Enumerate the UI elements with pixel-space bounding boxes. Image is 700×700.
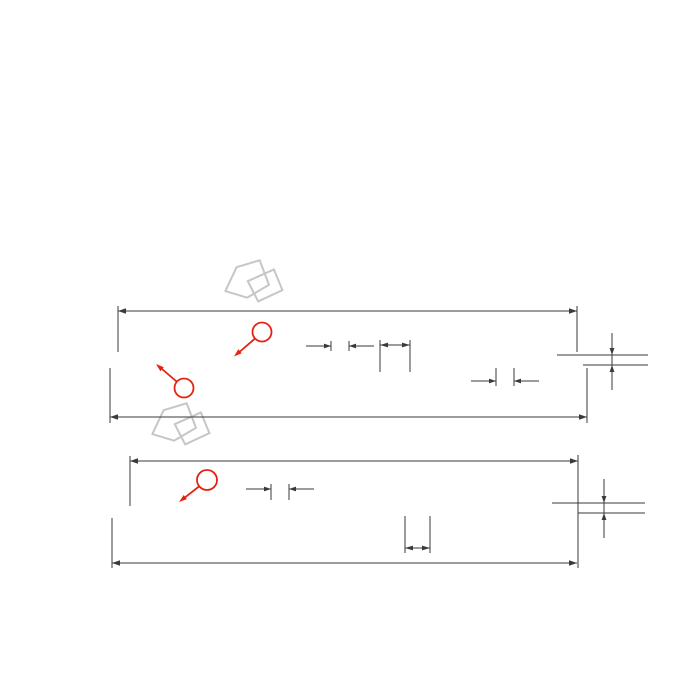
profile-a-view (110, 306, 648, 423)
callout-a (156, 364, 194, 398)
callout-b (234, 323, 272, 357)
callout-r (179, 470, 217, 502)
profile-r-view (112, 455, 645, 568)
